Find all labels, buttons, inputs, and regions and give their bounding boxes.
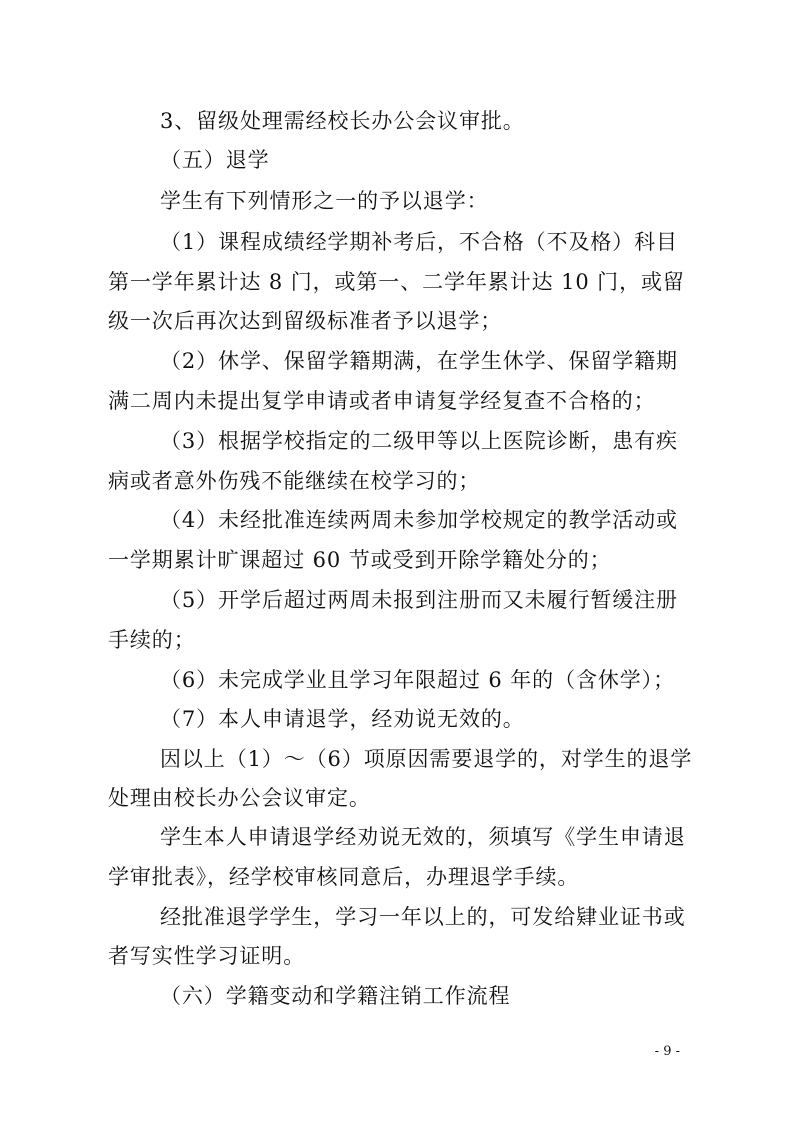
paragraph-line: 学审批表》，经学校审核同意后，办理退学手续。 xyxy=(108,865,580,889)
list-item-line: （7）本人申请退学，经劝说无效的。 xyxy=(160,707,525,731)
section-heading: （五）退学 xyxy=(160,148,270,172)
paragraph-line: 因以上（1）～（6）项原因需要退学的，对学生的退学 xyxy=(160,747,693,771)
list-item-line: （6）未完成学业且学习年限超过 6 年的（含休学）； xyxy=(160,668,675,692)
list-item-line: 级一次后再次达到留级标准者予以退学； xyxy=(108,309,503,333)
list-item-line: （2）休学、保留学籍期满，在学生休学、保留学籍期 xyxy=(160,349,678,373)
list-item-line: 手续的； xyxy=(108,628,196,652)
section-heading: （六）学籍变动和学籍注销工作流程 xyxy=(160,984,511,1008)
list-item-line: （3）根据学校指定的二级甲等以上医院诊断，患有疾 xyxy=(160,429,678,453)
paragraph-line: 学生本人申请退学经劝说无效的，须填写《学生申请退 xyxy=(160,825,686,849)
list-item-line: 满二周内未提出复学申请或者申请复学经复查不合格的； xyxy=(108,389,656,413)
paragraph-line: 学生有下列情形之一的予以退学： xyxy=(160,189,489,213)
list-item-line: （5）开学后超过两周未报到注册而又未履行暂缓注册 xyxy=(160,588,678,612)
paragraph-line: 者写实性学习证明。 xyxy=(108,944,306,968)
page-number: - 9 - xyxy=(654,1044,680,1059)
list-item-line: 第一学年累计达 8 门，或第一、二学年累计达 10 门，或留 xyxy=(108,270,685,294)
list-item-line: 一学期累计旷课超过 60 节或受到开除学籍处分的； xyxy=(108,548,612,572)
paragraph-line: 3、留级处理需经校长办公会议审批。 xyxy=(160,109,525,133)
list-item-line: （4）未经批准连续两周未参加学校规定的教学活动或 xyxy=(160,508,678,532)
paragraph-line: 处理由校长办公会议审定。 xyxy=(108,786,371,810)
list-item-line: 病或者意外伤残不能继续在校学习的； xyxy=(108,469,481,493)
paragraph-line: 经批准退学学生，学习一年以上的，可发给肄业证书或 xyxy=(160,905,686,929)
list-item-line: （1）课程成绩经学期补考后，不合格（不及格）科目 xyxy=(160,230,678,254)
